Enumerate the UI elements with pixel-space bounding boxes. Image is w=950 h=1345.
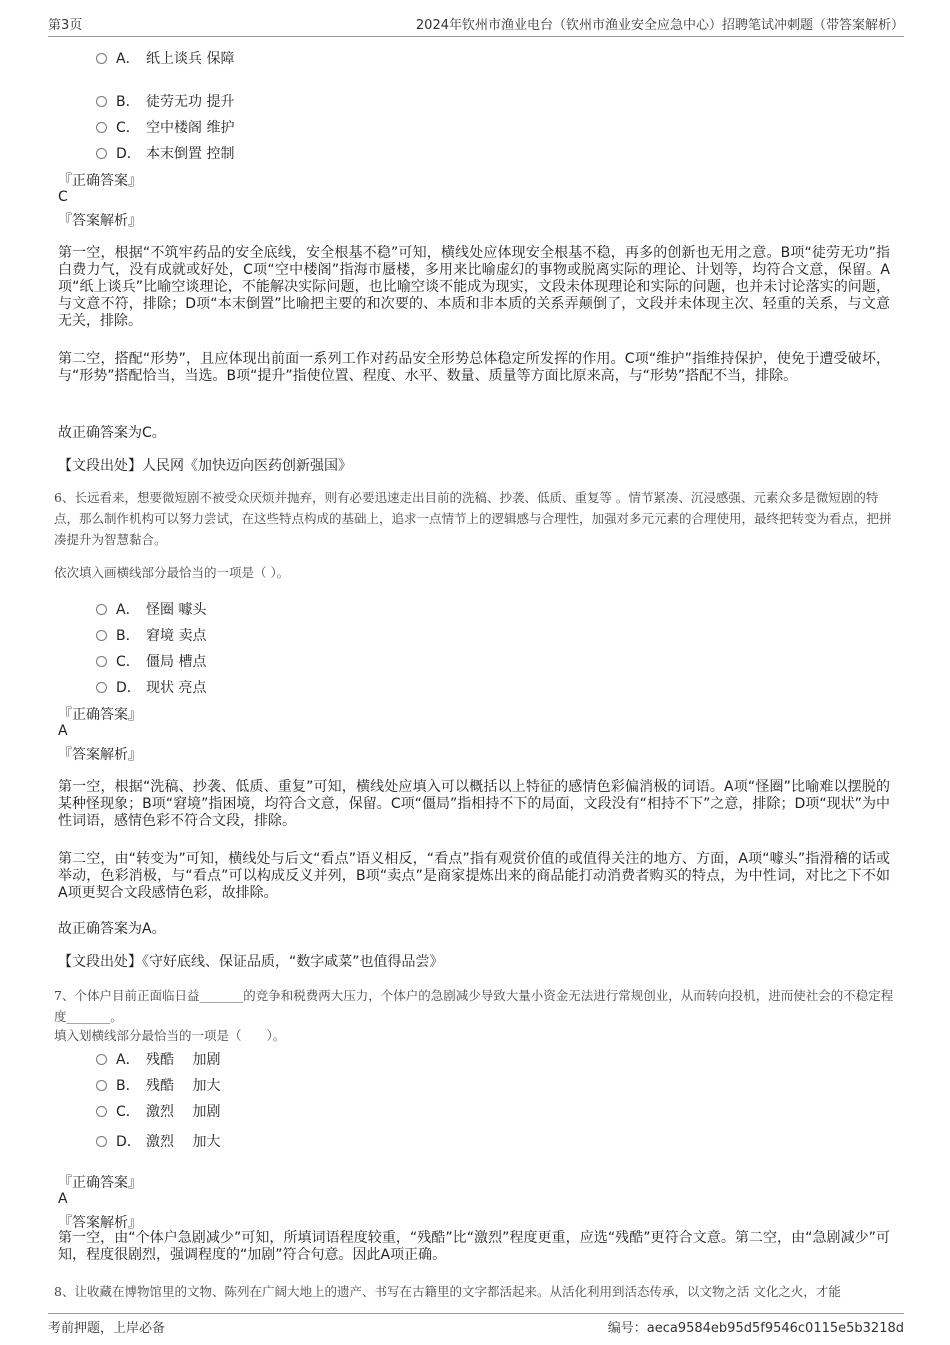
q6-source: 【文段出处】《守好底线、保证品质，“数字咸菜”也值得品尝》: [58, 954, 444, 970]
q6-answer: A: [58, 723, 68, 739]
q5-answer: C: [58, 189, 68, 205]
q6-option-c[interactable]: C． 僵局 槽点: [96, 651, 206, 671]
radio-icon[interactable]: [96, 1136, 107, 1147]
q7-option-a[interactable]: A． 残酷 加剧: [96, 1049, 220, 1069]
q7-option-d[interactable]: D． 激烈 加大: [96, 1131, 220, 1151]
q6-option-a[interactable]: A． 怪圈 噱头: [96, 599, 206, 619]
page-footer: [48, 1313, 904, 1336]
q6-instruction: 依次填入画横线部分最恰当的一项是（ ）。: [54, 565, 290, 580]
q7-option-c[interactable]: C． 激烈 加剧: [96, 1101, 220, 1121]
q6-analysis-label: 『答案解析』: [58, 747, 142, 763]
radio-icon[interactable]: [96, 630, 107, 641]
q7-stem: 7、个体户目前正面临日益_______的竞争和税费两大压力，个体户的急剧减少导致大量小资金无法进行常规创业，从而转向投机，进而使社会的不稳定程度_______。: [54, 988, 894, 1024]
radio-icon[interactable]: [96, 122, 107, 133]
q5-analysis-p2: 第二空，搭配“形势”，且应体现出前面一系列工作对药品安全形势总体稳定所发挥的作用。C项“维护”指维持保护，使免于遭受破坏，与“形势”搭配恰当，当选。B项“提升”指使位置、程度、水平、数量、质量等方面比原来高，与“形势”搭配不当，排除。: [58, 351, 890, 384]
q6-option-d[interactable]: D． 现状 亮点: [96, 677, 206, 697]
q7-instruction: 填入划横线部分最恰当的一项是（ ）。: [54, 1028, 286, 1043]
q5-conclusion: 故正确答案为C。: [58, 425, 166, 441]
q7-option-b[interactable]: B． 残酷 加大: [96, 1075, 220, 1095]
radio-icon[interactable]: [96, 96, 107, 107]
q8-stem: 8、让收藏在博物馆里的文物、陈列在广阔大地上的遗产、书写在古籍里的文字都活起来。从活化利用到活态传承，以文物之活 文化之火，才能: [54, 1284, 841, 1299]
page-header: [48, 14, 904, 37]
q5-option-b[interactable]: B． 徒劳无功 提升: [96, 91, 234, 111]
q7-analysis: 第一空，由“个体户急剧减少”可知，所填词语程度较重，“残酷”比“激烈”程度更重，应选“残酷”更符合文意。第二空，由“急剧减少”可知，程度很剧烈，强调程度的“加剧”符合句意。因此A项正确。: [58, 1230, 890, 1263]
q5-analysis-label: 『答案解析』: [58, 213, 142, 229]
q5-answer-label: 『正确答案』: [58, 173, 142, 189]
radio-icon[interactable]: [96, 682, 107, 693]
q5-source: 【文段出处】人民网《加快迈向医药创新强国》: [58, 458, 352, 474]
radio-icon[interactable]: [96, 148, 107, 159]
radio-icon[interactable]: [96, 1106, 107, 1117]
q6-conclusion: 故正确答案为A。: [58, 921, 166, 937]
radio-icon[interactable]: [96, 53, 107, 64]
radio-icon[interactable]: [96, 656, 107, 667]
q6-stem: 6、长远看来，想要微短剧不被受众厌烦并抛弃，则有必要迅速走出目前的洗稿、抄袭、低质、重复等 。情节紧凑、沉浸感强、元素众多是微短剧的特点，那么制作机构可以努力尝试，在这些特点构成的基础上，追求一点情节上的逻辑感与合理性，加强对多元元素的合理使用，最终把转变为看点，把拼凑提升为智慧黏合。: [54, 490, 892, 547]
document-title: 2024年钦州市渔业电台（钦州市渔业安全应急中心）招聘笔试冲刺题（带答案解析）: [415, 18, 904, 33]
q7-answer: A: [58, 1191, 68, 1207]
q7-analysis-label: 『答案解析』: [58, 1215, 142, 1231]
q5-option-a[interactable]: A． 纸上谈兵 保障: [96, 48, 234, 68]
q5-analysis-p1: 第一空，根据“不筑牢药品的安全底线，安全根基不稳”可知，横线处应体现安全根基不稳，再多的创新也无用之意。B项“徒劳无功”指白费力气，没有成就或好处，C项“空中楼阁”指海市蜃楼，多用来比喻虚幻的事物或脱离实际的理论、计划等，均符合文意，保留。A项“纸上谈兵”比喻空谈理论，不能解决实际问题，也比喻空谈不能成为现实，文段未体现理论和实际的问题，也并未讨论落实的问题，与文意不符，排除；D项“本末倒置”比喻把主要的和次要的、本质和非本质的关系弄颠倒了，文段并未体现主次、轻重的关系，与文意无关，排除。: [58, 245, 890, 329]
document-id: 编号：aeca9584eb95d5f9546c0115e5b3218d: [607, 1321, 904, 1336]
q6-analysis-p1: 第一空，根据“洗稿、抄袭、低质、重复”可知，横线处应填入可以概括以上特征的感情色彩偏消极的词语。A项“怪圈”比喻难以摆脱的某种怪现象；B项“窘境”指困境，均符合文意，保留。C项“僵局”指相持不下的局面，文段没有“相持不下”之意，排除；D项“现状”为中性词语，感情色彩不符合文段，排除。: [58, 779, 890, 829]
page-number: 第3页: [48, 18, 83, 33]
radio-icon[interactable]: [96, 604, 107, 615]
q7-answer-label: 『正确答案』: [58, 1175, 142, 1191]
q6-answer-label: 『正确答案』: [58, 707, 142, 723]
radio-icon[interactable]: [96, 1080, 107, 1091]
radio-icon[interactable]: [96, 1054, 107, 1065]
q5-option-c[interactable]: C． 空中楼阁 维护: [96, 117, 234, 137]
q6-option-b[interactable]: B． 窘境 卖点: [96, 625, 206, 645]
footer-slogan: 考前押题，上岸必备: [48, 1321, 166, 1336]
q6-analysis-p2: 第二空，由“转变为”可知，横线处与后文“看点”语义相反，“看点”指有观赏价值的或值得关注的地方、方面，A项“噱头”指滑稽的话或举动，色彩消极，与“看点”可以构成反义并列，B项“卖点”是商家提炼出来的商品能打动消费者购买的特点，为中性词，对比之下不如A项更契合文段感情色彩，故排除。: [58, 851, 890, 901]
q5-option-d[interactable]: D． 本末倒置 控制: [96, 143, 234, 163]
